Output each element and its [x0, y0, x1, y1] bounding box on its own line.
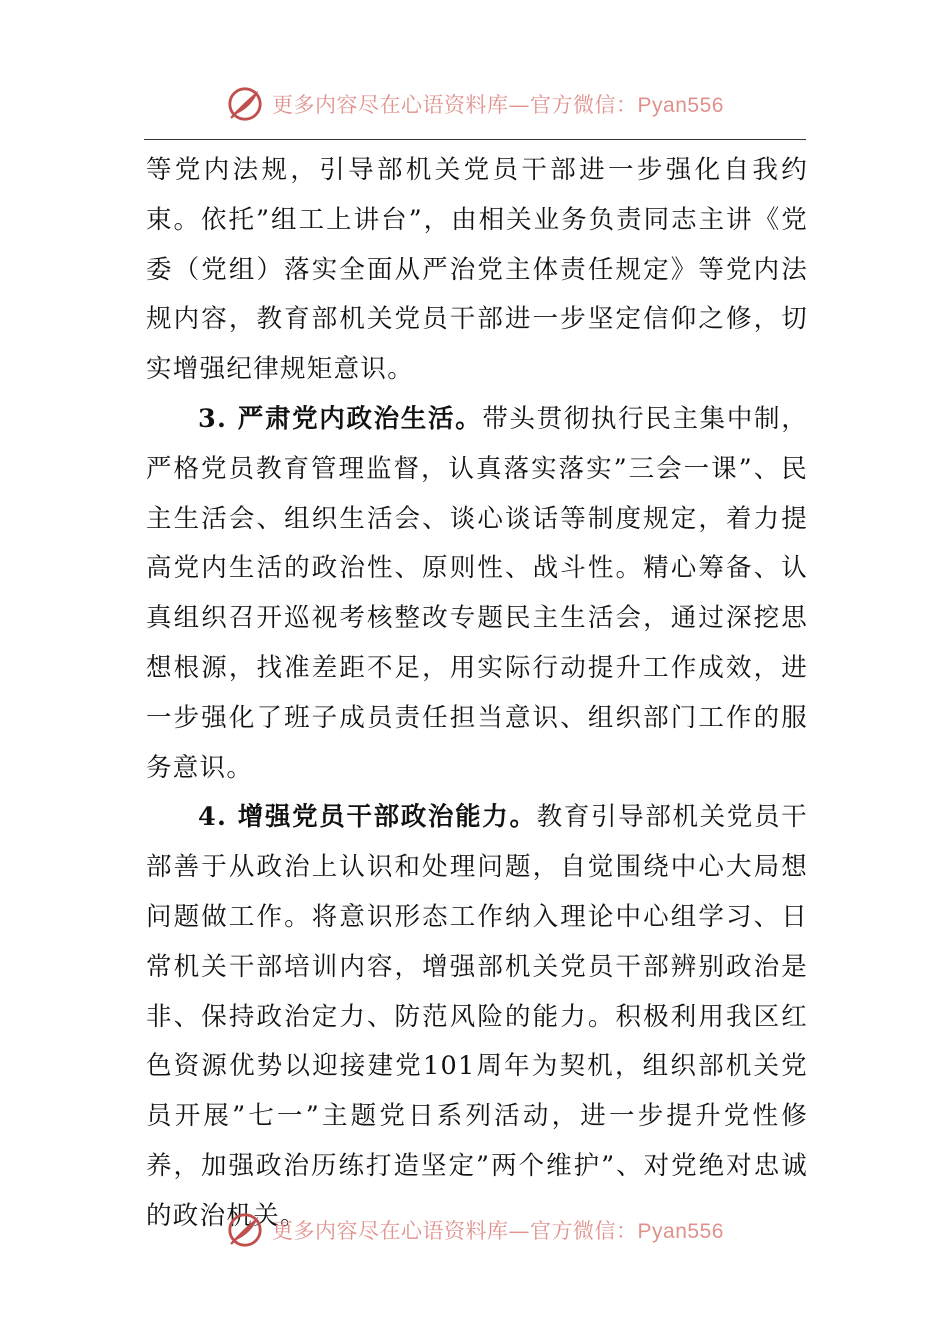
footer-banner-text [272, 1215, 724, 1245]
paragraph-2 [146, 395, 808, 793]
header-banner-text [272, 89, 724, 119]
quill-logo-icon [226, 1211, 264, 1249]
footer-banner-cn: 更多内容尽在心语资料库—官方微信： [272, 1219, 638, 1243]
section-heading-3: 3. 严肃党内政治生活。 [198, 403, 483, 434]
footer-wechat-id: Pyan556 [637, 1220, 724, 1243]
header-wechat-id: Pyan556 [637, 94, 724, 117]
section-heading-4: 4. 增强党员干部政治能力。 [198, 802, 537, 833]
paragraph-1: 等党内法规，引导部机关党员干部进一步强化自我约束。依托”组工上讲台”，由相关业务负责同志主讲《党委（党组）落实全面从严治党主体责任规定》等党内法规内容，教育部机关党员干部进一步坚定信仰之修，切实增强纪律规矩意识。 [146, 155, 808, 385]
paragraph-2-text: 带头贯彻执行民主集中制，严格党员教育管理监督，认真落实落实”三会一课”、民主生活会、组织生活会、谈心谈话等制度规定，着力提高党内生活的政治性、原则性、战斗性。精心筹备、认真组织召开巡视考核整改专题民主生活会，通过深挖思想根源，找准差距不足，用实际行动提升工作成效，进一步强化了班子成员责任担当意识、组织部门工作的服务意识。 [146, 403, 808, 783]
header-divider [144, 139, 806, 140]
page-footer-banner [0, 1208, 950, 1252]
paragraph-3 [146, 793, 808, 1241]
header-banner-cn: 更多内容尽在心语资料库—官方微信： [272, 93, 638, 117]
paragraph-3-text: 教育引导部机关党员干部善于从政治上认识和处理问题，自觉围绕中心大局想问题做工作。将意识形态工作纳入理论中心组学习、日常机关干部培训内容，增强部机关党员干部辨别政治是非、保持政治定力、防范风险的能力。积极利用我区红色资源优势以迎接建党101周年为契机，组织部机关党员开展”七一”主题党日系列活动，进一步提升党性修养，加强政治历练打造坚定”两个维护”、对党绝对忠诚的政治机关。 [146, 802, 808, 1231]
page-header-banner [0, 82, 950, 126]
quill-logo-icon [226, 85, 264, 123]
document-body [146, 146, 808, 1242]
